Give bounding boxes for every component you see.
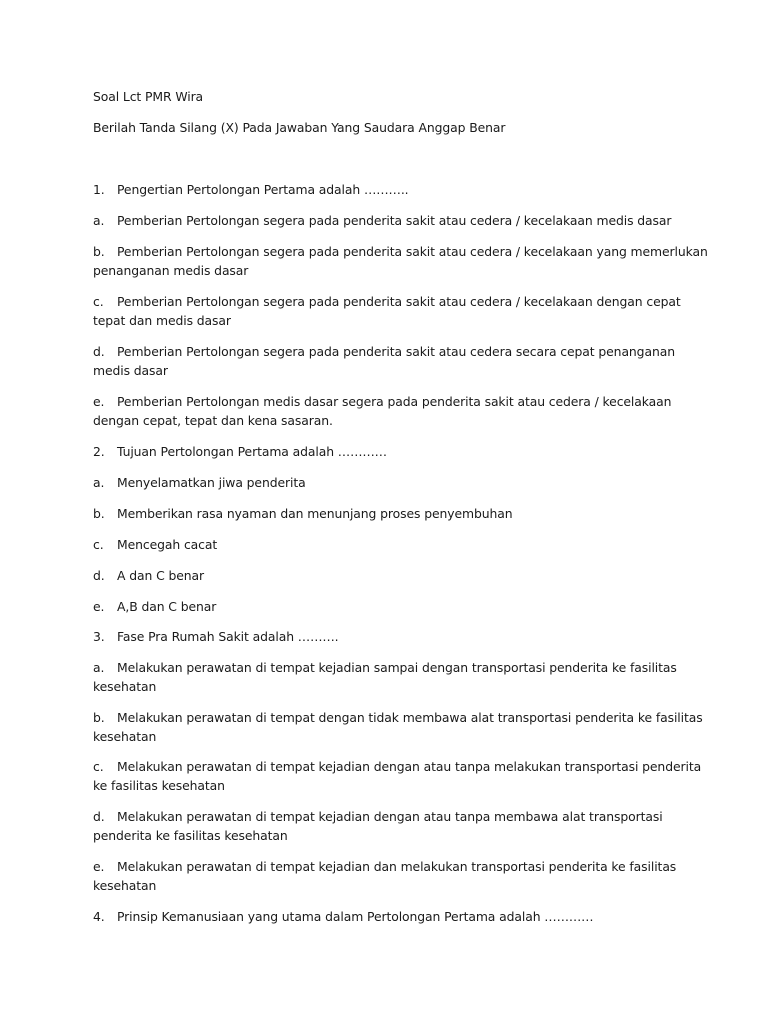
option-label: a. [93,213,105,228]
option-text: Pemberian Pertolongan medis dasar segera pada penderita sakit atau cedera / kecelakaan [117,394,672,409]
option-2e [93,597,693,616]
option-label: d. [93,568,105,583]
option-label: c. [93,759,104,774]
option-label: a. [93,475,105,490]
option-1c-continued: tepat dan medis dasar [93,313,231,328]
option-text: Pemberian Pertolongan segera pada penderita sakit atau cedera / kecelakaan dengan cepat [117,294,681,309]
option-label: e. [93,859,105,874]
question-2 [93,442,693,461]
option-label: e. [93,599,105,614]
option-text: Memberikan rasa nyaman dan menunjang proses penyembuhan [117,506,513,521]
question-text: Pengertian Pertolongan Pertama adalah ……….. [117,182,409,197]
option-text: A dan C benar [117,568,204,583]
option-text: Pemberian Pertolongan segera pada penderita sakit atau cedera / kecelakaan yang memerlukan [117,244,708,259]
option-text: A,B dan C benar [117,599,217,614]
option-text: Pemberian Pertolongan segera pada penderita sakit atau cedera secara cepat penanganan [117,344,675,359]
option-3a-continued: kesehatan [93,679,157,694]
option-label: b. [93,506,105,521]
question-text: Prinsip Kemanusiaan yang utama dalam Pertolongan Pertama adalah ………… [117,909,594,924]
question-number: 4. [93,909,105,924]
option-label: b. [93,710,105,725]
option-3b [93,708,703,727]
option-text: Mencegah cacat [117,537,218,552]
option-1e-continued: dengan cepat, tepat dan kena sasaran. [93,413,333,428]
question-3 [93,627,693,646]
option-2c [93,535,693,554]
option-3c-continued: ke fasilitas kesehatan [93,778,225,793]
option-text: Melakukan perawatan di tempat kejadian dan melakukan transportasi penderita ke fasilitas [117,859,677,874]
option-label: a. [93,660,105,675]
option-3e-continued: kesehatan [93,878,157,893]
option-3a [93,658,693,677]
question-text: Fase Pra Rumah Sakit adalah ………. [117,629,339,644]
option-text: Melakukan perawatan di tempat kejadian dengan atau tanpa melakukan transportasi penderita [117,759,702,774]
question-number: 1. [93,182,105,197]
option-label: c. [93,537,104,552]
option-label: d. [93,344,105,359]
option-label: d. [93,809,105,824]
question-4 [93,907,693,926]
question-text: Tujuan Pertolongan Pertama adalah ………… [117,444,387,459]
option-2a [93,473,693,492]
option-1d-continued: medis dasar [93,363,168,378]
option-1b [93,242,708,261]
option-3d-continued: penderita ke fasilitas kesehatan [93,828,288,843]
option-2b [93,504,693,523]
option-1d [93,342,693,361]
option-text: Melakukan perawatan di tempat kejadian sampai dengan transportasi penderita ke fasilitas [117,660,677,675]
option-label: e. [93,394,105,409]
option-1b-continued: penanganan medis dasar [93,263,249,278]
option-text: Melakukan perawatan di tempat kejadian dengan atau tanpa membawa alat transportasi [117,809,663,824]
question-1 [93,180,693,199]
option-1c [93,292,693,311]
question-number: 3. [93,629,105,644]
option-label: c. [93,294,104,309]
option-2d [93,566,693,585]
option-3e [93,857,693,876]
option-label: b. [93,244,105,259]
option-3d [93,807,693,826]
question-number: 2. [93,444,105,459]
option-3b-continued: kesehatan [93,729,157,744]
document-title: Soal Lct PMR Wira [93,89,204,104]
option-3c [93,757,702,776]
option-text: Pemberian Pertolongan segera pada penderita sakit atau cedera / kecelakaan medis dasar [117,213,672,228]
option-1a [93,211,693,230]
instruction-text: Berilah Tanda Silang (X) Pada Jawaban Yang Saudara Anggap Benar [93,120,506,135]
option-text: Menyelamatkan jiwa penderita [117,475,306,490]
option-1e [93,392,693,411]
option-text: Melakukan perawatan di tempat dengan tidak membawa alat transportasi penderita ke fasilitas [117,710,703,725]
